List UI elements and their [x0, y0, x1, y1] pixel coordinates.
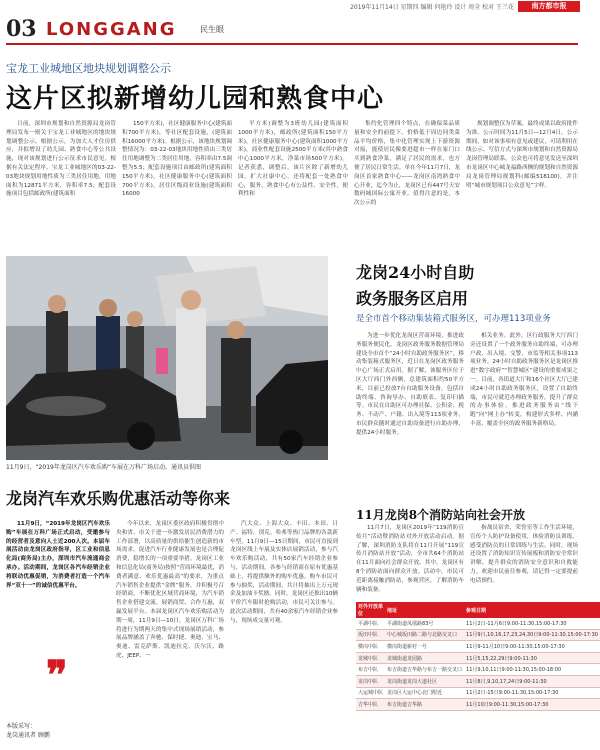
table-cell: 横岗街道新村一号 — [385, 641, 464, 653]
table-cell: 横岗中队 — [356, 641, 385, 653]
header-rule — [6, 43, 578, 45]
table-cell: 布吉街道吉华路 — [385, 699, 464, 711]
table-cell: 11月10日9:00-11:30,15:00-17:30 — [464, 699, 600, 711]
table-header: 对外开放单位 — [358, 604, 384, 617]
table-cell: 中心城坂田路二路与北路交叉口 — [385, 629, 464, 641]
table-cell: 11月9-11月10日9:00-11:30,15:00-17:30 — [464, 641, 600, 653]
auto-title: 龙岗汽车欢乐购优惠活动等你来 — [6, 489, 231, 508]
car-show-photo — [6, 256, 328, 460]
lead-col-5: 规划调整仅为草案，最终成果以政府批件为准。公示时间为11月5日—12月4日。公示期间，如对该事项有意见或建议，可请利用在线公示、写信方式与深圳市规划和自然资源局龙岗管理局联系。公众也可将意见发送至深圳市龙岗区中心城龙福路西侧的规划和自然资源局龙岗管理局规划科(邮编518100)，并注明“城市规划项目公众意见”字样。 — [466, 121, 578, 189]
table-cell: 龙岗街道龙岗大道社区 — [385, 675, 464, 687]
fire-col-2: 指战员宿舍、荣誉室等工作生活环境，宣传个人防护设备使用，体验消防员训练，感受消防员的日常训练与生活。同时，现场还设置了消防知识宣传展板和消防安全常识讲解，提升群众的消防安全意识和自救能力。欢迎市民前往参观，请记得一定要提前电话预约。 — [470, 525, 578, 584]
editor-credit: 本版采写： 龙岗通讯者 顾鹏 — [6, 723, 50, 739]
table-cell: 龙城中队 — [356, 652, 385, 664]
table-header: 参观日期 — [464, 602, 600, 618]
lead-col-2: 150平方米)，社区健康服务中心(建筑面积700平方米)，等社区配套设施，(建筑面积16000平方米)。根据公示，该地块规划调整情况为：03-22-03地块用地性质由三类居住用地调整为二类居住用地，容积率由7.5调整为5.5；配套设施项目由邮政所(建筑面积150平方米)，社区健康服务中心(建筑面积700平方米)，居住区级商业设施(建筑面积16000 — [122, 121, 232, 198]
table-header: 地址 — [385, 602, 464, 618]
service-title-line-2: 政务服务区启用 — [356, 289, 469, 308]
table-cell: 龙岗中队 — [356, 675, 385, 687]
table-cell: 坂田中队 — [356, 629, 385, 641]
service-col-1: 为进一步优化龙岗区营商环境，推进政务服务便民化，龙岗区政务服务数据管理局建设全市首个“24小时自助政务服务区”，移动集装箱式服务区，近日在龙岗区政务服务中心广场正式启用。据了解，该服务区位于区大厅西门外西侧，总建筑面积约50平方米，目前已投放7台自助服务设备，包括自助终端、咨询导办、自助填表、复印扫描等。市民在自助区可办理社保、公积金、税务、不动产、户籍、出入境等113项业务，市民群众随时通过自助设备进行自助办理，提供24小时服务。 — [356, 333, 465, 436]
service-title — [356, 260, 474, 312]
table-cell: 布吉中队 — [356, 664, 385, 676]
table-row — [356, 641, 600, 653]
column-name: 民生眼 — [200, 25, 224, 34]
table-cell: 大运城中队 — [356, 687, 385, 699]
auto-lede: 11月9日，“2019年龙岗区汽车欢乐购”车展在万科广场正式启动，受邀参与的经营者及意向人士近200人次。本届车展活动由龙岗区政府指导，区工业和信息化局(商务局)主办，深圳市汽车流通商会承办。活动期间，龙岗区各汽车经销企业将联动优惠促销，为消费者打造一个汽车界“双十一”的诚信优惠平台。 — [6, 521, 110, 589]
table-cell: 11月9日,10,16,17,23,24,30日9:00-11:30,15:00-17:30 — [464, 629, 600, 641]
table-row — [356, 664, 600, 676]
date-line: 2019年11月14日 星期四 编辑 何艳玲 设计 周全 校对 王兰花 — [350, 4, 514, 11]
lead-col-4: 集约化管理四个特点，在确保菜品质量和安全的前提下，价格低于周边同类菜品平均价格，集中化管理实现上下游资源对接，能使居民像要进超市一样在家门口买到熟食净菜，满足了居民的需求，也方便了居民日常生活。单在今年11月7日，龙岗区首家熟食中心——龙岗区南湾熟食中心开业，迄今为止，龙岗区已有447号天安数码城国际公寓开业。值得注意的是，本次公示的 — [354, 121, 460, 207]
fire-col-1: 11月7日，龙岗区2019年“119消防宣传月”活动暨消防站对外开放活动启动。据了解，深圳消防支队将在11月开展“119宣传月消防站开放”活动，全市共64个消防站在11月面向社会群众开放。其中，龙岗区有8个消防站面向群众开放。活动中，市民可近距离接触消防站，参观营区，了解消防车辆和装备。 — [356, 525, 464, 593]
service-col-2: 相关业务。此外，区行政服务大厅西门旁还设置了一个政务服务自助终端，可办理户政、出入境、交警、市监等相关事项113项业务。24小时自助政务服务区是龙岗区推进“数字政府”“智慧城区”建设的重要成果之一。目前，各街道大厅和16个社区大厅已建成24小时自助政务服务区，设置了自助终端，市民可就近办理政务服务，提升了群众的办事体验，推进政务服务由“线下跑”向“网上办”转变，构建形式多样、内涵丰富、覆盖全区的政务服务新格局。 — [470, 333, 578, 427]
photo-caption: 11月9日，“2019年龙岗区汽车欢乐购”车展在万科广场启动。通讯员供图 — [6, 464, 201, 471]
table-cell: 11月2日-11月6日9:00-11:30,15:00-17:30 — [464, 618, 600, 629]
fire-title: 11月龙岗8个消防站向社会开放 — [356, 508, 526, 522]
quote-mark: ❞ — [46, 652, 68, 699]
table-cell: 11月9,10,11日9:00-11:30,15:00-18:00 — [464, 664, 600, 676]
table-cell: 11月5,15,22,29日9:00-11:30 — [464, 652, 600, 664]
table-header-row — [356, 602, 600, 618]
table-row — [356, 687, 600, 699]
section-title: LONGGANG — [46, 19, 177, 40]
table-cell: 龙城街道龙园路 — [385, 652, 464, 664]
newspaper-logo: 南方都市报 — [518, 1, 580, 12]
lead-col-3: 平方米)调整为3班幼儿园(建筑面积1000平方米)，邮政所(建筑面积150平方米)，社区健康服务中心(建筑面积1000平方米)，商业性配套设施2500平方米(其中熟食中心1000平方米，净菜市场500平方米)。记者获悉，调整后，该片区除了新增幼儿园，扩大社康中心，还将配套一处熟食中心，服务、熟食中心有公益性、安全性，便利性和 — [238, 121, 348, 198]
table-cell: 布吉街道吉华路与布吉一路交叉口 — [385, 664, 464, 676]
top-line — [0, 0, 584, 14]
lead-col-1: 日前，深圳市规划和自然资源局龙岗管理局发布一则关于宝龙工业城地区的地块规划调整公示，根据公示，为加大人才住房供应，并拟增设了幼儿园、熟食中心等公共设施，现对该规划进行公示征求市民意见。根据有关法定程序，宝龙工业城地区的03-22-03地块规划用地性质为三类居住用地，用地面积为12871平方米，容积率7.5；配套设施项目包括邮政所(建筑面积 — [6, 121, 116, 198]
table-cell: 吉华中队 — [356, 699, 385, 711]
table-cell: 平湖街道凤凰路83号 — [385, 618, 464, 629]
service-title-line-1: 龙岗24小时自助 — [356, 263, 475, 282]
table-cell: 龙岗区大运中心北门附近 — [385, 687, 464, 699]
table-row — [356, 675, 600, 687]
auto-col-2: 今年以来，龙岗区委区政府积极贯彻中央和省、市关于进一步激发居民消费潜力的工作部署，以高质量的供给催生创造新的市场需求，促进汽车行业健康发展也是合理促消费，稳增长的一项重要举措。龙岗区工业和信息化局(商务局)按照“营商环境最优，消费者满意、欢乐优惠最高”的要求，为重点汽车销售企业提供“金牌”服务，并积极号召经销商，不断优化区域营商环境，为汽车销售企业搭建交流、展销商贸、合作互惠，双赢发展平台。本届龙岗区汽车欢乐购活动为期一周，11月9日—10日，龙岗区万科广场将进行为期两天的集中式现场展销活动，参展品牌涵盖了奔驰、保时捷、奥迪、宝马、奥迪、雷克萨斯、凯迪拉克、沃尔沃、路虎、JEEP、一 — [116, 521, 224, 659]
table-row — [356, 652, 600, 664]
auto-col-3: 汽大众、上海大众、丰田、本田、日产、福特、别克、哈弗等热门品牌的各款新车型。11月9日—15日期间，市民可直接到龙岗区线上车展及实体店展销活动，参与汽车欢乐购活动，共有50家汽车经销企业参与，活动期间，各参与经销商在原有优惠基础上，将提供额外的购车优惠。购车市民可参与抽奖，活动期间，共计将抽出上万元现金及加油卡奖励，同时，龙岗区还推出10辆平价汽车限时抢购活动，市民可关注参与。此次活动期间，共有40余家汽车经销企业参与，现场成交量可观。 — [230, 521, 338, 624]
page-number: 03 — [6, 16, 37, 42]
table-cell: 11月8日,9,10,17,24日9:00-11:30 — [464, 675, 600, 687]
lead-kicker: 宝龙工业城地区地块规划调整公示 — [6, 62, 171, 75]
service-subtitle: 是全市首个移动集装箱式服务区，可办理113项业务 — [356, 314, 551, 324]
table-cell: 平湖中队 — [356, 618, 385, 629]
table-row — [356, 618, 600, 629]
table-row — [356, 629, 600, 641]
fire-station-table — [356, 602, 600, 711]
lead-headline: 这片区拟新增幼儿园和熟食中心 — [6, 84, 385, 114]
table-row — [356, 699, 600, 711]
table-cell: 11月2日-15日9:00-11:30,15:00-17:30 — [464, 687, 600, 699]
